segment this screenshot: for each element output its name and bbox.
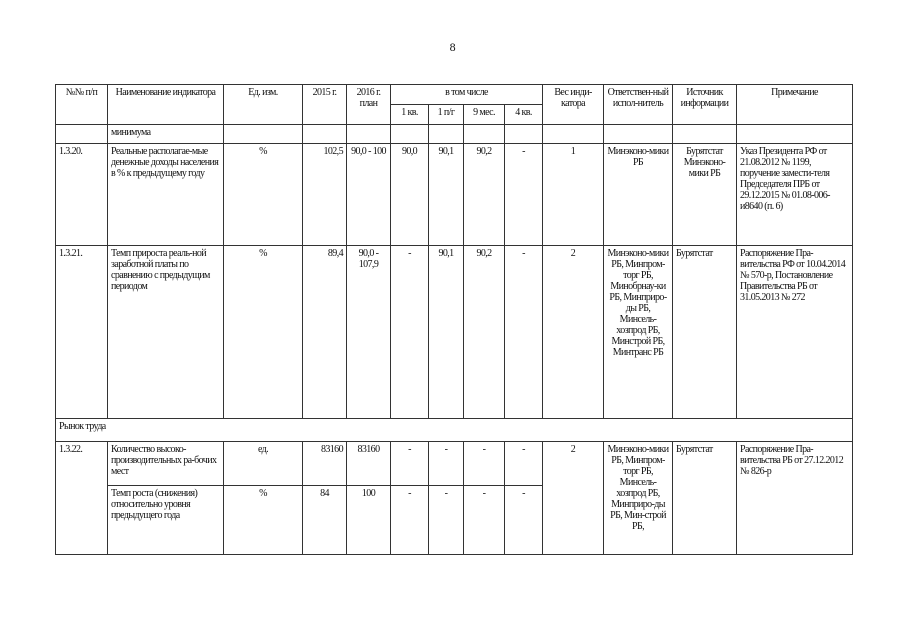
page-number: 8: [449, 40, 456, 54]
value-9m: -: [464, 442, 505, 486]
table-row: [56, 442, 853, 486]
continuation-text: минимума: [108, 125, 224, 144]
value-q1: -: [391, 486, 429, 555]
value-q4: -: [505, 486, 543, 555]
note: Указ Президента РФ от 21.08.2012 № 1199, поручение замести-теля Председателя ПРБ от 29.12.2015 № 01.08-006-и8640 (п. 6): [737, 144, 853, 246]
value-9m: 90,2: [464, 144, 505, 246]
indicator-name: Реальные располагае-мые денежные доходы населения в % к предыдущему году: [108, 144, 224, 246]
value-q4: -: [505, 442, 543, 486]
info-source: Бурятстат: [673, 442, 737, 555]
value-h1: -: [429, 442, 464, 486]
header-q1: 1 кв.: [391, 105, 429, 125]
value-2015: 89,4: [303, 246, 347, 419]
header-h1: 1 п/г: [429, 105, 464, 125]
indicator-weight: 2: [543, 442, 604, 555]
indicator-name: Темп роста (снижения) относительно уровня предыдущего года: [108, 486, 224, 555]
header-unit: Ед. изм.: [224, 85, 303, 125]
header-2016-plan: 2016 г. план: [347, 85, 391, 125]
responsible: Минэконо-мики РБ, Минпром-торг РБ, Минобрнау-ки РБ, Минприро-ды РБ, Минсель-хозпрод РБ, Минстрой РБ, Минтранс РБ: [604, 246, 673, 419]
value-2015: 84: [303, 486, 347, 555]
header-q4: 4 кв.: [505, 105, 543, 125]
indicator-name: Количество высоко-производительных ра-бочих мест: [108, 442, 224, 486]
value-2016-plan: 90,0 - 100: [347, 144, 391, 246]
responsible: Минэконо-мики РБ: [604, 144, 673, 246]
note: Распоряжение Пра-вительства РБ от 27.12.2012 № 826-р: [737, 442, 853, 555]
header-2015: 2015 г.: [303, 85, 347, 125]
value-2016-plan: 100: [347, 486, 391, 555]
info-source: Бурятстат Минэконо-мики РБ: [673, 144, 737, 246]
value-h1: -: [429, 486, 464, 555]
row-number: 1.3.20.: [56, 144, 108, 246]
unit: %: [224, 144, 303, 246]
indicator-weight: 1: [543, 144, 604, 246]
table-row: [56, 246, 853, 419]
note: Распоряжение Пра-вительства РФ от 10.04.2014 № 570-р, Постановление Правительства РБ от 31.05.2013 № 272: [737, 246, 853, 419]
value-q1: -: [391, 246, 429, 419]
indicator-name: Темп прироста реаль-ной заработной платы по сравнению с предыдущим периодом: [108, 246, 224, 419]
value-2016-plan: 90,0 - 107,9: [347, 246, 391, 419]
responsible: Минэконо-мики РБ, Минпром-торг РБ, Минсель-хозпрод РБ, Минприро-ды РБ, Мин-строй РБ,: [604, 442, 673, 555]
header-including: в том числе: [391, 85, 543, 105]
info-source: Бурятстат: [673, 246, 737, 419]
unit: %: [224, 246, 303, 419]
table-header: [56, 85, 853, 125]
header-name: Наименование индикатора: [108, 85, 224, 125]
header-source: Источник информации: [673, 85, 737, 125]
header-9m: 9 мес.: [464, 105, 505, 125]
value-q4: -: [505, 144, 543, 246]
table-row: [56, 144, 853, 246]
section-title: Рынок труда: [56, 419, 853, 442]
unit: %: [224, 486, 303, 555]
value-2015: 83160: [303, 442, 347, 486]
row-number: 1.3.21.: [56, 246, 108, 419]
header-weight: Вес инди-катора: [543, 85, 604, 125]
value-h1: 90,1: [429, 246, 464, 419]
value-2016-plan: 83160: [347, 442, 391, 486]
indicators-table: [55, 84, 853, 555]
unit: ед.: [224, 442, 303, 486]
indicator-weight: 2: [543, 246, 604, 419]
value-q1: -: [391, 442, 429, 486]
value-q1: 90,0: [391, 144, 429, 246]
header-responsible: Ответствен-ный испол-нитель: [604, 85, 673, 125]
continuation-row: [56, 125, 853, 144]
section-row: [56, 419, 853, 442]
value-9m: 90,2: [464, 246, 505, 419]
header-note: Примечание: [737, 85, 853, 125]
value-h1: 90,1: [429, 144, 464, 246]
value-9m: -: [464, 486, 505, 555]
row-number: 1.3.22.: [56, 442, 108, 555]
value-2015: 102,5: [303, 144, 347, 246]
value-q4: -: [505, 246, 543, 419]
header-num: №№ п/п: [56, 85, 108, 125]
